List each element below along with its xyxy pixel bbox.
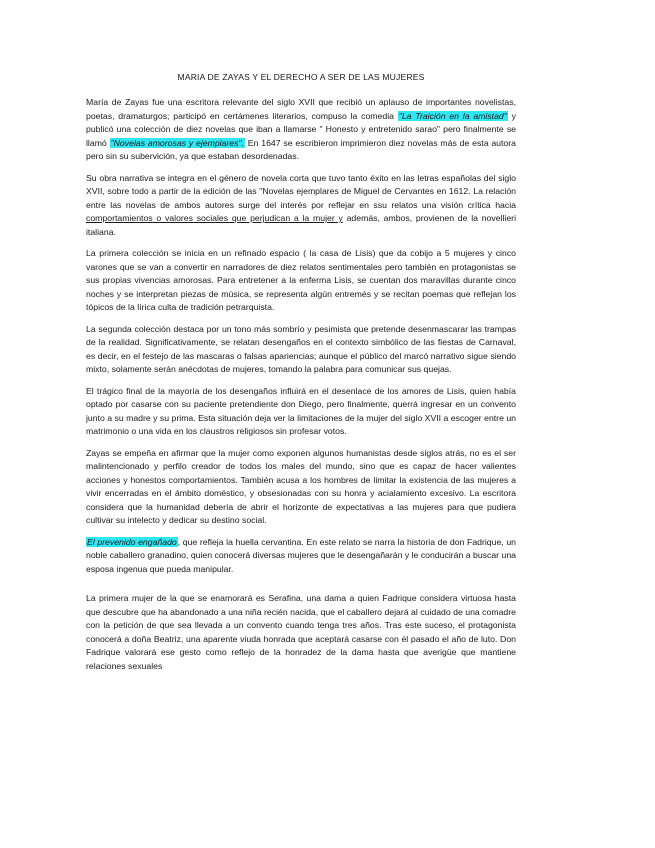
paragraph-6: Zayas se empeña en afirmar que la mujer como exponen algunos humanistas desde siglos atrás, no es el ser malintencionado y perfilo creador de todos los males del mundo, sino que es capaz de hacer valientes acciones y honestos comportamientos. También acusa a los hombres de limitar la existencia de las mujeres a vivir encerradas en el ámbito doméstico, y obsesionadas con su honra y acialamiento excesivo. La escritora considera que la humanidad debería de abrir el horizonte de expectativas a las mujeres para que pudiera cultivar su intelecto y dedicar su destino social.	[86, 447, 516, 525]
paragraph-7	[86, 536, 516, 577]
p2-text-b: además, ambos, provienen de la novellieri italiana.	[86, 213, 517, 237]
p1-text-c: En 1647 se escribieron imprimieron diez novelas más de esta autora pero sin su subervición, ya que estaban desordenadas.	[86, 137, 516, 161]
paragraph-3: La primera colección se inicia en un refinado espacio ( la casa de Lisis) que da cobijo a 5 mujeres y cinco varones que se van a convertir en narradores de diez relatos sentimentales pero también en protagonistas se sus propias vivencias amorosas. Para entretener a la enferma Lisis, se cuentan dos maravillas durante cinco noches y se interpretan piezas de música, se representa algún entremés y se recitan poemas que reflejan los tópicos de la lírica culta de tradición petrarquista.	[86, 248, 516, 312]
paragraph-5: El trágico final de la mayoría de los desengaños influirá en el desenlace de los amores de Lisis, quien había optado por casarse con su paciente pretendiente don Diego, pero finalmente, querrá ingresar en un convento junto a su madre y su prima. Esta situación deja ver la limitaciones de la mujer del siglo XVII a escoger entre un matrimonio o una vida en los claustros religiosos sin profesar votos.	[86, 385, 516, 436]
document-page	[86, 70, 516, 681]
highlight-novelas-amorosas: "Novelas amorosas y ejemplares".	[110, 137, 244, 148]
highlight-la-traicion: "La Traición en la amistad"	[398, 110, 507, 121]
p7-text-a: , que refleja la huella cervantina. En este relato se narra la historia de don Fadrique, un noble caballero granadino, quien conocerá diversas mujeres que le desengañarán y le conducirán a buscar una esposa ingenua que pueda manipular.	[86, 536, 516, 574]
paragraph-2	[86, 172, 516, 240]
paragraph-8: La primera mujer de la que se enamorará es Serafina, una dama a quien Fadrique considera virtuosa hasta que descubre que ha abandonado a una niña recién nacida, que el caballero dejará al cuidado de una comadre con la petición de que sea llevada a un convento cuando tenga tres años. Tras este suceso, el protagonista conocerá a doña Beatriz, una aparente viuda honrada que aceptará casarse con él pasado el año de luto. Don Fadrique valorará ese gesto como reflejo de la honradez de la dama hasta que averigüe que mantiene relaciones sexuales	[86, 593, 516, 671]
paragraph-1	[86, 96, 516, 164]
paragraph-4: La segunda colección destaca por un tono más sombrío y pesimista que pretende desenmascarar las trampas de la realidad. Significativamente, se relatan desengaños en el contexto simbólico de las fiestas de Carnaval, es decir, en el festejo de las mascaras o falsas apariencias; aunque el público del marcó narrativo sigue siendo mixto, solamente serán anécdotas de mujeres, tomando la palabra para comunicar sus quejas.	[86, 323, 516, 374]
p1-text-a: María de Zayas fue una escritora relevante del siglo XVII que recibió un aplauso de importantes novelistas, poetas, dramaturgos; participó en certámenes literarios, compuso la comedia	[86, 97, 516, 121]
document-title: MARIA DE ZAYAS Y EL DERECHO A SER DE LAS MUJERES	[177, 72, 425, 82]
highlight-el-prevenido: El prevenido engañado	[87, 536, 177, 547]
p2-text-a: Su obra narrativa se integra en el género de novela corta que tuvo tanto éxito en las letras españolas del siglo XVII, sobre todo a partir de la edición de las "Novelas ejemplares de Miguel de Cervantes en 1612. La relación entre las novelas de ambos autores surge del interés por reflejar en ssu relatos una visión crítica hacia	[86, 172, 516, 210]
p1-text-b: y publicó una colección de diez novelas que iban a llamarse " Honesto y entretenido sarao" pero finalmente se llamó	[86, 110, 516, 148]
underlined-phrase: comportamientos o valores sociales que perjudican a la mujer y	[86, 213, 343, 223]
